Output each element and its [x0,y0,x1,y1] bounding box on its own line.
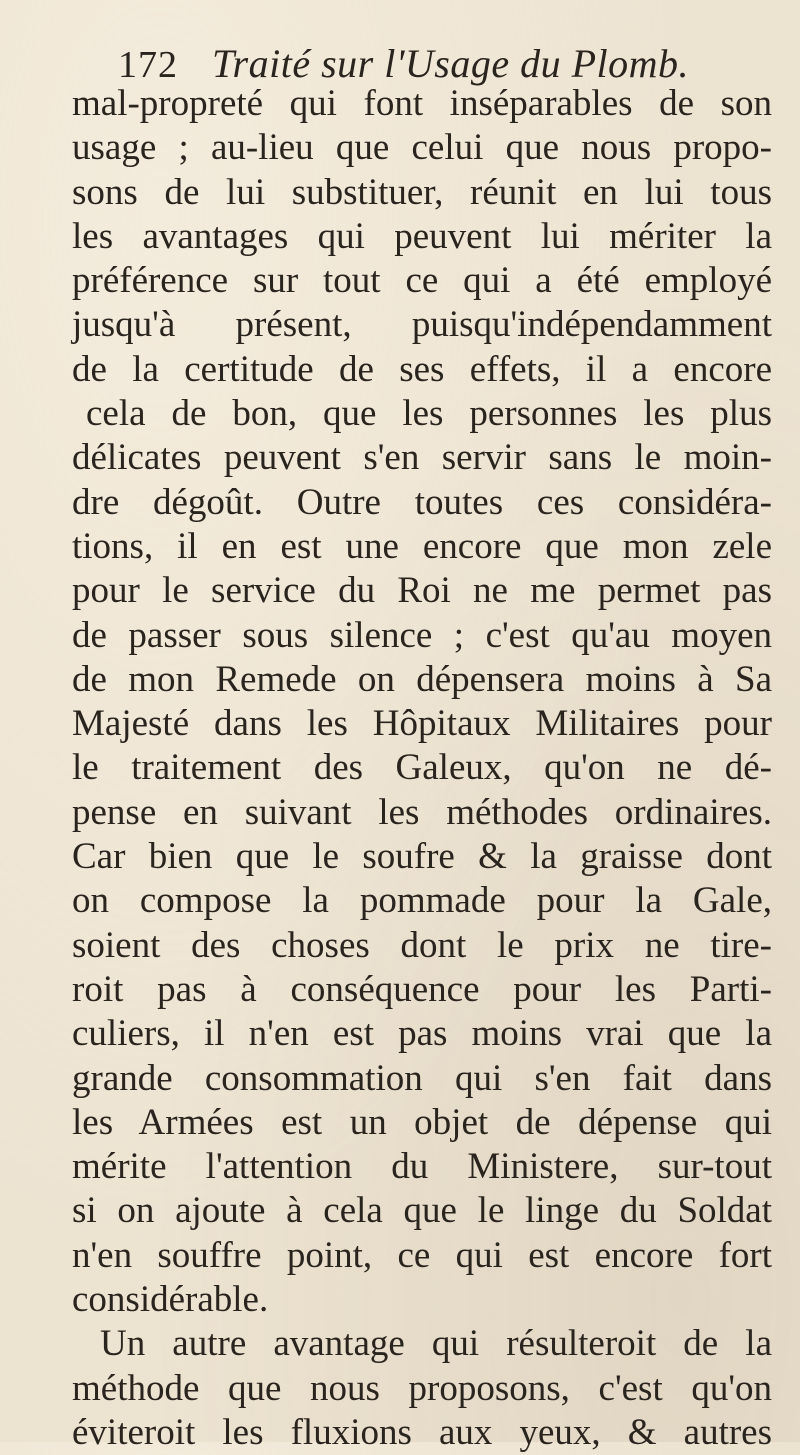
text-line: de mon Remede on dépensera moins à Sa [72,658,772,700]
text-line: pour le service du Roi ne me permet pas [72,570,772,612]
text-line: le traitement des Galeux, qu'on ne dé- [72,747,772,789]
text-line: Car bien que le soufre & la graisse dont [72,836,772,878]
text-line: grande consommation qui s'en fait dans [72,1057,772,1099]
text-line: si on ajoute à cela que le linge du Soldat [72,1190,772,1232]
text-line: tions, il en est une encore que mon zele [72,525,772,567]
text-line: sons de lui substituer, réunit en lui tous [72,171,772,213]
text-line: les Armées est un objet de dépense qui [72,1101,772,1143]
text-line: culiers, il n'en est pas moins vrai que la [72,1013,772,1055]
text-line: jusqu'à présent, puisqu'indépendamment [72,304,772,346]
text-line: considérable. [72,1279,269,1321]
text-line: n'en souffre point, ce qui est encore fort [72,1234,772,1276]
text-line: Majesté dans les Hôpitaux Militaires pour [72,703,772,745]
text-line: méthode que nous proposons, c'est qu'on [72,1367,772,1409]
text-line: préférence sur tout ce qui a été employé [72,260,772,302]
text-line: mérite l'attention du Ministere, sur-tout [72,1146,772,1188]
text-line: de la certitude de ses effets, il a encore [72,348,772,390]
text-line: soient des choses dont le prix ne tire- [72,924,772,966]
body-text [72,82,772,1455]
text-line: cela de bon, que les personnes les plus [86,393,772,435]
text-line: dre dégoût. Outre toutes ces considéra- [72,481,772,523]
text-line: Un autre avantage qui résulteroit de la [100,1323,772,1365]
page-number: 172 [118,44,178,86]
text-line: délicates peuvent s'en servir sans le moin- [72,437,772,479]
text-line: usage ; au-lieu que celui que nous propo- [72,127,772,169]
text-line: on compose la pommade pour la Gale, [72,880,772,922]
text-line: pense en suivant les méthodes ordinaires. [72,791,772,833]
text-line: éviteroit les fluxions aux yeux, & autres [72,1411,772,1453]
text-line: roit pas à conséquence pour les Parti- [72,968,772,1010]
text-line: mal-propreté qui font inséparables de son [72,83,772,124]
text-line: les avantages qui peuvent lui mériter la [72,215,772,257]
text-line: de passer sous silence ; c'est qu'au moyen [72,614,772,656]
running-title: Traité sur l'Usage du Plomb. [212,41,690,86]
